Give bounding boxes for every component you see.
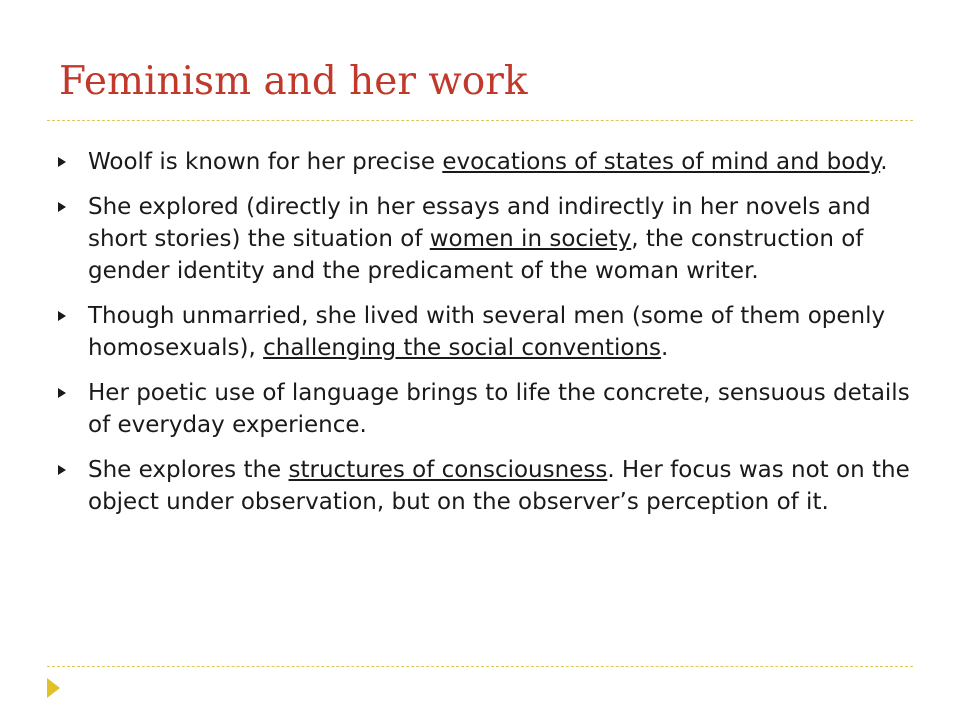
bullet-item [55, 300, 915, 364]
bullet-text [88, 194, 871, 284]
triangle-bullet-icon [58, 311, 66, 321]
triangle-bullet-icon [58, 465, 66, 475]
title-divider [47, 120, 913, 121]
bullet-item [55, 454, 915, 518]
bullet-text-segment: She explores the [88, 457, 289, 483]
underlined-phrase: challenging the social conventions [263, 335, 662, 361]
bullet-text-segment: She explored (directly in her essays and indirectly in her novels and short stories) the situation of [88, 194, 871, 252]
bullet-text-segment: . [880, 149, 888, 175]
bullet-text [88, 457, 910, 515]
footer-divider [47, 666, 913, 667]
bullet-text-segment: , the construction of gender identity and the predicament of the woman writer. [88, 226, 864, 284]
bullet-item [55, 191, 915, 287]
bullet-text [88, 149, 888, 175]
bullet-text-segment: Woolf is known for her precise [88, 149, 443, 175]
bullet-text-segment: . Her focus was not on the object under observation, but on the observer’s perception of it. [88, 457, 910, 515]
bullet-text-segment: Her poetic use of language brings to life the concrete, sensuous details of everyday experience. [88, 380, 910, 438]
bullet-text-segment: . [661, 335, 669, 361]
underlined-phrase: women in society [429, 226, 632, 252]
bullet-item [55, 377, 915, 441]
bullet-text [88, 380, 910, 438]
underlined-phrase: structures of consciousness [288, 457, 608, 483]
triangle-bullet-icon [58, 157, 66, 167]
underlined-phrase: evocations of states of mind and body [442, 149, 881, 175]
bullet-text [88, 303, 885, 361]
slide-title: Feminism and her work [59, 59, 528, 104]
triangle-bullet-icon [58, 388, 66, 398]
yellow-triangle-icon [47, 678, 60, 698]
bullet-item [55, 146, 915, 178]
bullet-list [55, 146, 915, 531]
triangle-bullet-icon [58, 202, 66, 212]
bullet-text-segment: Though unmarried, she lived with several men (some of them openly homosexuals), [88, 303, 886, 361]
